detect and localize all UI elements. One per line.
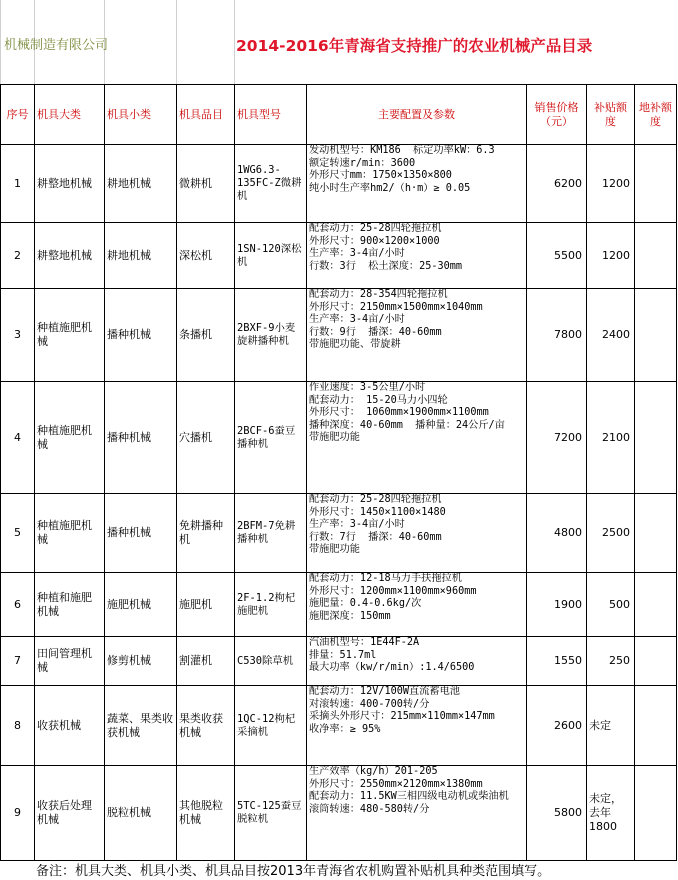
price-cell: 6200 <box>527 145 587 223</box>
table-row <box>1 637 677 686</box>
title-bar <box>0 0 678 84</box>
subcategory-cell: 耕地机械 <box>105 145 177 223</box>
row-number: 4 <box>1 382 35 494</box>
price-cell: 5800 <box>527 766 587 861</box>
item-cell: 穴播机 <box>177 382 235 494</box>
model-cell: 2BCF-6蚕豆播种机 <box>235 382 307 494</box>
subcategory-cell: 播种机械 <box>105 382 177 494</box>
col-header-price: 销售价格（元） <box>527 85 587 145</box>
model-cell: 5TC-125蚕豆脱粒机 <box>235 766 307 861</box>
spec-cell: 配套动力：28-354四轮拖拉机 外形尺寸：2150mm×1500mm×1040mm 生产率：3-4亩/小时 行数：9行 播深：40-60mm 带施肥功能、带旋耕 <box>307 289 527 382</box>
price-cell: 1900 <box>527 573 587 637</box>
item-cell: 其他脱粒机械 <box>177 766 235 861</box>
row-number: 6 <box>1 573 35 637</box>
item-cell: 割灌机 <box>177 637 235 686</box>
page-title: 2014-2016年青海省支持推广的农业机械产品目录 <box>236 37 593 55</box>
price-cell: 7800 <box>527 289 587 382</box>
item-cell: 施肥机 <box>177 573 235 637</box>
category-cell: 种植施肥机械 <box>35 289 105 382</box>
subcategory-cell: 脱粒机械 <box>105 766 177 861</box>
category-cell: 耕整地机械 <box>35 145 105 223</box>
local-subsidy-cell <box>635 766 677 861</box>
model-cell: 2BXF-9小麦旋耕播种机 <box>235 289 307 382</box>
table-row <box>1 766 677 861</box>
table-row <box>1 573 677 637</box>
item-cell: 条播机 <box>177 289 235 382</box>
table-row <box>1 223 677 289</box>
table-row <box>1 289 677 382</box>
item-cell: 深松机 <box>177 223 235 289</box>
spec-cell: 配套动力：12V/100W直流蓄电池 对滚转速：400-700转/分 采摘头外形尺寸：215mm×110mm×147mm 收净率：≥ 95% <box>307 686 527 766</box>
model-cell: 1WG6.3-135FC-Z微耕机 <box>235 145 307 223</box>
row-number: 5 <box>1 494 35 573</box>
model-cell: 2F-1.2枸杞施肥机 <box>235 573 307 637</box>
item-cell: 微耕机 <box>177 145 235 223</box>
row-number: 3 <box>1 289 35 382</box>
subsidy-cell: 2100 <box>587 382 635 494</box>
table-row <box>1 145 677 223</box>
local-subsidy-cell <box>635 637 677 686</box>
item-cell: 免耕播种机 <box>177 494 235 573</box>
local-subsidy-cell <box>635 145 677 223</box>
item-cell: 果类收获机械 <box>177 686 235 766</box>
spec-cell: 配套动力：25-28四轮拖拉机 外形尺寸：900×1200×1000 生产率：3-4亩/小时 行数：3行 松土深度：25-30mm <box>307 223 527 289</box>
model-cell: C530除草机 <box>235 637 307 686</box>
subsidy-cell: 2500 <box>587 494 635 573</box>
spec-cell: 汽油机型号：1E44F-2A 排量：51.7ml 最大功率（kw/r/min）:1.4/6500 <box>307 637 527 686</box>
subsidy-cell: 1200 <box>587 145 635 223</box>
col-header-spec: 主要配置及参数 <box>307 85 527 145</box>
category-cell: 种植和施肥机械 <box>35 573 105 637</box>
local-subsidy-cell <box>635 382 677 494</box>
subsidy-cell: 2400 <box>587 289 635 382</box>
table-row <box>1 494 677 573</box>
col-header-model: 机具型号 <box>235 85 307 145</box>
col-header-item: 机具品目 <box>177 85 235 145</box>
row-number: 1 <box>1 145 35 223</box>
subcategory-cell: 播种机械 <box>105 494 177 573</box>
footnote: 备注：机具大类、机具小类、机具品目按2013年青海省农机购置补贴机具种类范围填写。 <box>36 864 551 879</box>
category-cell: 收获后处理机械 <box>35 766 105 861</box>
local-subsidy-cell <box>635 686 677 766</box>
model-cell: 1QC-12枸杞采摘机 <box>235 686 307 766</box>
local-subsidy-cell <box>635 223 677 289</box>
col-header-no: 序号 <box>1 85 35 145</box>
subcategory-cell: 修剪机械 <box>105 637 177 686</box>
category-cell: 耕整地机械 <box>35 223 105 289</box>
subsidy-cell: 1200 <box>587 223 635 289</box>
row-number: 7 <box>1 637 35 686</box>
col-header-subcategory: 机具小类 <box>105 85 177 145</box>
subsidy-cell: 未定，去年1800 <box>587 766 635 861</box>
table-row <box>1 382 677 494</box>
row-number: 8 <box>1 686 35 766</box>
price-cell: 1550 <box>527 637 587 686</box>
spec-cell: 配套动力：25-28四轮拖拉机 外形尺寸：1450×1100×1480 生产率：3-4亩/小时 行数：7行 播深：40-60mm 带施肥功能 <box>307 494 527 573</box>
subcategory-cell: 施肥机械 <box>105 573 177 637</box>
company-name: 机械制造有限公司 <box>4 38 109 53</box>
category-cell: 田间管理机械 <box>35 637 105 686</box>
col-header-subsidy: 补贴额度 <box>587 85 635 145</box>
category-cell: 种植施肥机械 <box>35 494 105 573</box>
spec-cell: 配套动力：12-18马力手扶拖拉机 外形尺寸：1200mm×1100mm×960mm 施肥量：0.4-0.6kg/次 施肥深度：150mm <box>307 573 527 637</box>
table-row <box>1 686 677 766</box>
subcategory-cell: 播种机械 <box>105 289 177 382</box>
subsidy-cell: 500 <box>587 573 635 637</box>
local-subsidy-cell <box>635 573 677 637</box>
category-cell: 种植施肥机械 <box>35 382 105 494</box>
spec-cell: 作业速度：3-5公里/小时 配套动力： 15-20马力小四轮 外形尺寸： 1060mm×1900mm×1100mm 播种深度：40-60mm 播种量：24公斤/亩 带施肥功能 <box>307 382 527 494</box>
row-number: 9 <box>1 766 35 861</box>
price-cell: 5500 <box>527 223 587 289</box>
model-cell: 2BFM-7免耕播种机 <box>235 494 307 573</box>
catalog-table <box>0 84 677 861</box>
subcategory-cell: 蔬菜、果类收获机械 <box>105 686 177 766</box>
subcategory-cell: 耕地机械 <box>105 223 177 289</box>
header-row <box>1 85 677 145</box>
price-cell: 7200 <box>527 382 587 494</box>
price-cell: 2600 <box>527 686 587 766</box>
price-cell: 4800 <box>527 494 587 573</box>
local-subsidy-cell <box>635 494 677 573</box>
local-subsidy-cell <box>635 289 677 382</box>
spec-cell: 生产效率（kg/h）201-205 外形尺寸：2550mm×2120mm×1380mm 配套动力：11.5KW三相四级电动机或柴油机 滚筒转速：480-580转/分 <box>307 766 527 861</box>
category-cell: 收获机械 <box>35 686 105 766</box>
col-header-local-subsidy: 地补额度 <box>635 85 677 145</box>
spec-cell: 发动机型号：KM186 标定功率kW：6.3 额定转速r/min：3600 外形尺寸mm：1750×1350×800 纯小时生产率hm2/（h·m）≥ 0.05 <box>307 145 527 223</box>
row-number: 2 <box>1 223 35 289</box>
subsidy-cell: 250 <box>587 637 635 686</box>
subsidy-cell: 未定 <box>587 686 635 766</box>
col-header-category: 机具大类 <box>35 85 105 145</box>
model-cell: 1SN-120深松机 <box>235 223 307 289</box>
